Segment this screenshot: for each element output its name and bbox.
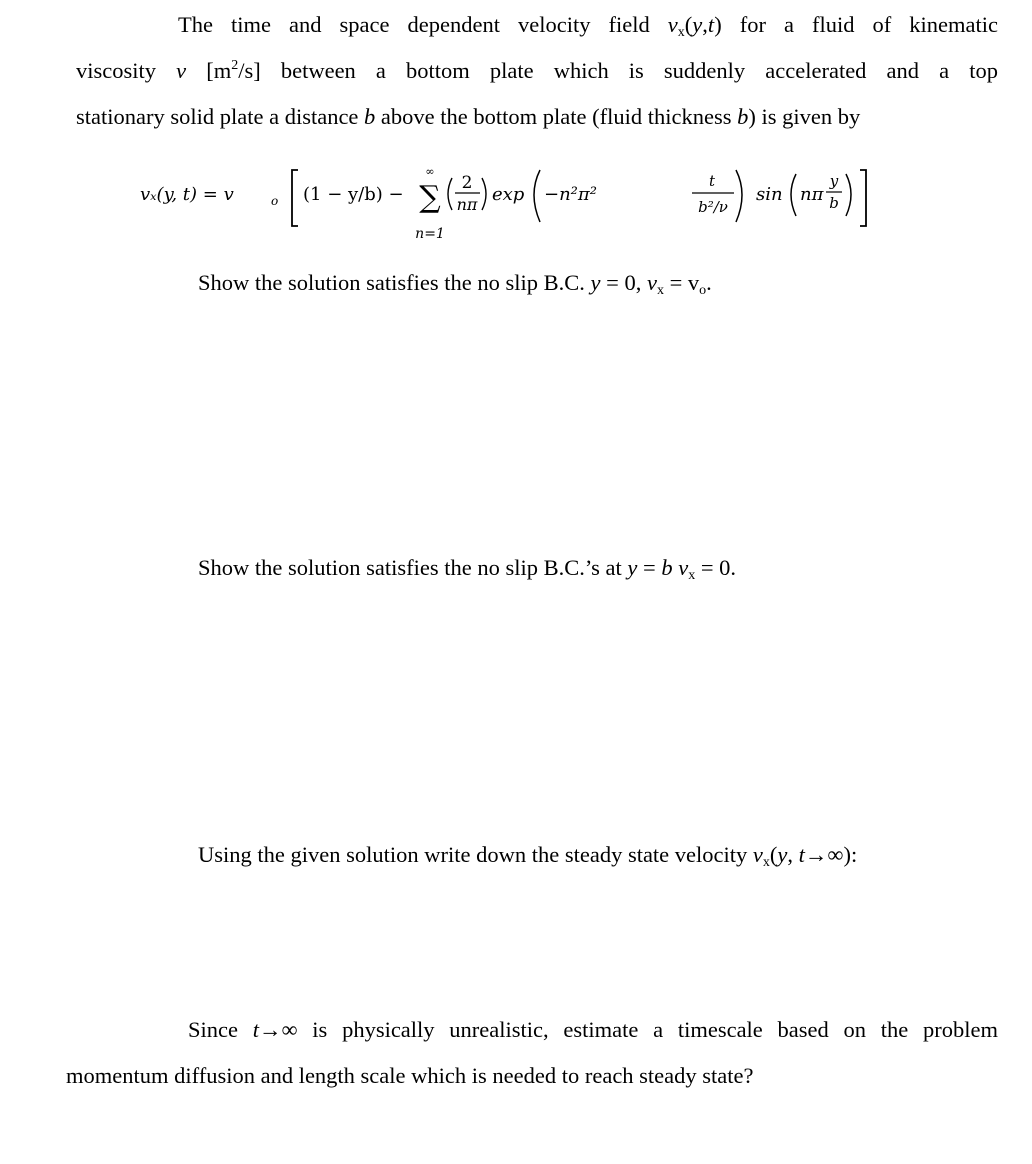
q4-line-1 bbox=[66, 1007, 998, 1053]
intro-units-a: [m bbox=[186, 58, 232, 83]
intro-y: y bbox=[692, 12, 703, 37]
question-2 bbox=[198, 555, 736, 581]
q1-v: v bbox=[646, 270, 657, 295]
eq-term1: (1 − y/b) − bbox=[303, 184, 404, 205]
intro-units-b: /s] between a bottom plate which is suddenly accelerated and a top bbox=[238, 58, 998, 83]
eq-exp: exp bbox=[492, 184, 525, 205]
question-4 bbox=[66, 1007, 998, 1099]
eq-frac1-num: 2 bbox=[461, 173, 473, 193]
intro-v-sub: x bbox=[677, 25, 685, 40]
equation-svg bbox=[140, 160, 900, 250]
q1-eq2: = v bbox=[663, 270, 700, 295]
eq-paren2-left bbox=[534, 170, 540, 222]
eq-lhs-sub: o bbox=[271, 194, 279, 208]
q3-args-c: →∞): bbox=[804, 842, 858, 867]
eq-frac3-num: y bbox=[829, 172, 839, 190]
eq-frac2-den: b²/ν bbox=[698, 198, 728, 216]
q4-since: Since bbox=[188, 1017, 253, 1042]
eq-sin-arg: nπ bbox=[800, 184, 824, 205]
q3-v-sub: x bbox=[762, 855, 770, 870]
q2-y: y bbox=[627, 555, 638, 580]
intro-paren-open: ( bbox=[684, 12, 693, 37]
q2-text: Show the solution satisfies the no slip B.C.’s at bbox=[198, 555, 628, 580]
intro-l3-b: b bbox=[364, 104, 376, 129]
eq-frac1-den: nπ bbox=[456, 195, 478, 214]
q1-y: y bbox=[590, 270, 601, 295]
q3-t: t bbox=[798, 842, 805, 867]
eq-frac2-num: t bbox=[708, 172, 716, 190]
intro-l3-e: ) is given by bbox=[748, 104, 861, 129]
q4-line1-rest: →∞ is physically unrealistic, estimate a timescale based on the problem bbox=[259, 1017, 998, 1042]
question-3 bbox=[198, 842, 857, 868]
intro-comma: , bbox=[702, 12, 708, 37]
intro-text-a: The time and space dependent velocity field bbox=[178, 12, 668, 37]
eq-sin: sin bbox=[756, 184, 783, 205]
intro-v: v bbox=[667, 12, 678, 37]
q2-eq2: = 0. bbox=[695, 555, 737, 580]
q1-eq1: = 0, bbox=[600, 270, 647, 295]
q4-line-2: momentum diffusion and length scale which is needed to reach steady state? bbox=[66, 1063, 754, 1088]
q3-args-b: , bbox=[787, 842, 799, 867]
intro-paragraph bbox=[76, 2, 998, 140]
intro-l3-d: b bbox=[737, 104, 749, 129]
intro-line-2 bbox=[76, 48, 998, 94]
velocity-equation bbox=[140, 160, 900, 250]
eq-sum-bottom: n=1 bbox=[415, 226, 445, 242]
eq-bracket-right bbox=[860, 170, 866, 226]
intro-line-1 bbox=[76, 2, 998, 48]
eq-paren3-left bbox=[791, 174, 796, 216]
eq-paren1-left bbox=[448, 178, 452, 210]
intro-l3-a: stationary solid plate a distance bbox=[76, 104, 365, 129]
q2-v-sub: x bbox=[688, 568, 696, 583]
intro-viscosity: viscosity bbox=[76, 58, 177, 83]
intro-nu: ν bbox=[176, 58, 187, 83]
q3-v: v bbox=[752, 842, 763, 867]
q1-v-sub: x bbox=[656, 283, 664, 298]
q3-text: Using the given solution write down the steady state velocity bbox=[198, 842, 753, 867]
eq-sum-symbol: ∑ bbox=[419, 180, 441, 215]
question-1 bbox=[198, 270, 712, 296]
intro-units-sup: 2 bbox=[231, 58, 239, 73]
q4-t: t bbox=[252, 1017, 260, 1042]
q2-v: v bbox=[678, 555, 689, 580]
intro-l3-c: above the bottom plate (fluid thickness bbox=[375, 104, 738, 129]
eq-frac3-den: b bbox=[829, 194, 839, 212]
q3-args-a: ( bbox=[769, 842, 778, 867]
intro-text-b: ) for a fluid of kinematic bbox=[714, 12, 998, 37]
q2-b: b bbox=[661, 555, 673, 580]
intro-t: t bbox=[707, 12, 715, 37]
eq-paren3-right bbox=[846, 174, 851, 216]
q1-end: . bbox=[706, 270, 712, 295]
eq-lhs: vₓ(y, t) = v bbox=[140, 184, 234, 205]
q1-v0-sub: o bbox=[699, 283, 707, 298]
eq-paren1-right bbox=[482, 178, 486, 210]
eq-bracket-left bbox=[292, 170, 298, 226]
eq-exp-arg: −n²π² bbox=[544, 184, 597, 205]
eq-sum-top: ∞ bbox=[425, 165, 435, 178]
q3-y: y bbox=[777, 842, 788, 867]
q1-text: Show the solution satisfies the no slip B.C. bbox=[198, 270, 591, 295]
q2-eq1: = bbox=[637, 555, 662, 580]
eq-paren2-right bbox=[736, 170, 742, 222]
intro-line-3 bbox=[76, 94, 998, 140]
